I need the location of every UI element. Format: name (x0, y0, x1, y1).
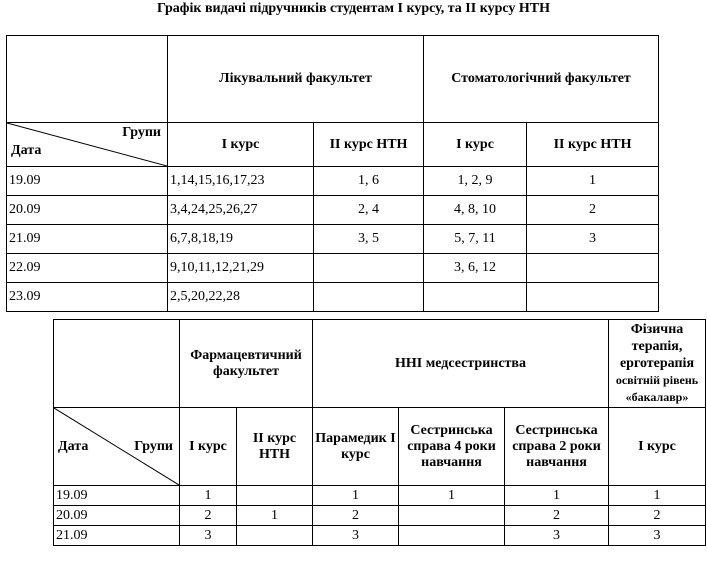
faculty-header-stomatolohichnyi: Стоматологічний факультет (424, 36, 659, 123)
groups-cell: 1,14,15,16,17,23 (168, 167, 314, 196)
groups-cell: 3, 5 (314, 225, 424, 254)
phys-therapy-title: Фізична терапія, ерготерапія (619, 322, 695, 371)
subheader-lik-2: ІІ курс НТН (314, 123, 424, 167)
subheader-paramedic: Парамедик І курс (313, 408, 399, 486)
groups-cell: 2 (313, 506, 399, 526)
groups-cell (527, 254, 659, 283)
table-row (54, 506, 706, 526)
subheader-nursing-4y: Сестринська справа 4 роки навчання (399, 408, 505, 486)
groups-cell (399, 526, 505, 546)
groups-cell: 2 (180, 506, 237, 526)
groups-cell (314, 254, 424, 283)
groups-cell (424, 283, 527, 312)
table-row (7, 225, 659, 254)
date-cell: 20.09 (7, 196, 168, 225)
subheader-stom-2: ІІ курс НТН (527, 123, 659, 167)
groups-cell: 3 (527, 225, 659, 254)
groups-cell (237, 486, 313, 506)
table-row (7, 254, 659, 283)
groups-cell: 1 (527, 167, 659, 196)
date-cell: 19.09 (54, 486, 180, 506)
groups-cell: 1, 6 (314, 167, 424, 196)
groups-cell: 3 (313, 526, 399, 546)
subheader-phys-1: І курс (609, 408, 706, 486)
page-title: Графік видачі підручників студентам І курсу, та ІІ курсу НТН (156, 1, 551, 16)
schedule-table-1 (6, 35, 659, 312)
empty-corner-cell (54, 320, 180, 408)
subheader-pharm-2: ІІ курс НТН (237, 408, 313, 486)
table-row (7, 196, 659, 225)
groups-cell: 3 (180, 526, 237, 546)
date-cell: 19.09 (7, 167, 168, 196)
groups-cell: 1 (237, 506, 313, 526)
groups-cell (527, 283, 659, 312)
subheader-nursing-2y: Сестринська справа 2 роки навчання (505, 408, 609, 486)
groups-cell (399, 506, 505, 526)
groups-cell: 1, 2, 9 (424, 167, 527, 196)
subheader-pharm-1: І курс (180, 408, 237, 486)
faculty-header-farmatsevtychnyi: Фармацевтичний факультет (180, 320, 313, 408)
groups-cell: 2, 4 (314, 196, 424, 225)
groups-cell (314, 283, 424, 312)
faculty-header-likuvalnyi: Лікувальний факультет (168, 36, 424, 123)
schedule-table-2 (53, 319, 706, 546)
groups-cell: 3,4,24,25,26,27 (168, 196, 314, 225)
corner-date-label: Дата (11, 143, 42, 158)
groups-cell: 1 (609, 486, 706, 506)
empty-corner-cell (7, 36, 168, 123)
corner-groups-label: Групи (134, 439, 173, 454)
groups-cell: 1 (180, 486, 237, 506)
date-cell: 20.09 (54, 506, 180, 526)
groups-cell: 4, 8, 10 (424, 196, 527, 225)
groups-cell: 1 (505, 486, 609, 506)
corner-date-label: Дата (58, 439, 89, 454)
groups-cell: 2 (505, 506, 609, 526)
table-row (54, 486, 706, 506)
date-cell: 23.09 (7, 283, 168, 312)
groups-cell: 5, 7, 11 (424, 225, 527, 254)
faculty-header-nni-medsestrynstva: ННІ медсестринства (313, 320, 609, 408)
table-row (7, 167, 659, 196)
subheader-lik-1: І курс (168, 123, 314, 167)
table-row (54, 526, 706, 546)
groups-cell: 1 (313, 486, 399, 506)
groups-cell: 2 (527, 196, 659, 225)
corner-groups-label: Групи (122, 125, 161, 140)
groups-cell: 6,7,8,18,19 (168, 225, 314, 254)
date-cell: 22.09 (7, 254, 168, 283)
date-cell: 21.09 (7, 225, 168, 254)
faculty-header-fizychna-terapiia (609, 320, 706, 408)
phys-therapy-level: освітній рівень «бакалавр» (615, 373, 699, 404)
groups-cell: 2 (609, 506, 706, 526)
groups-cell: 3 (609, 526, 706, 546)
groups-cell: 2,5,20,22,28 (168, 283, 314, 312)
subheader-stom-1: І курс (424, 123, 527, 167)
date-cell: 21.09 (54, 526, 180, 546)
groups-cell (237, 526, 313, 546)
table-row (7, 283, 659, 312)
groups-cell: 3, 6, 12 (424, 254, 527, 283)
date-groups-corner (54, 408, 180, 486)
groups-cell: 1 (399, 486, 505, 506)
date-groups-corner (7, 123, 168, 167)
groups-cell: 9,10,11,12,21,29 (168, 254, 314, 283)
groups-cell: 3 (505, 526, 609, 546)
